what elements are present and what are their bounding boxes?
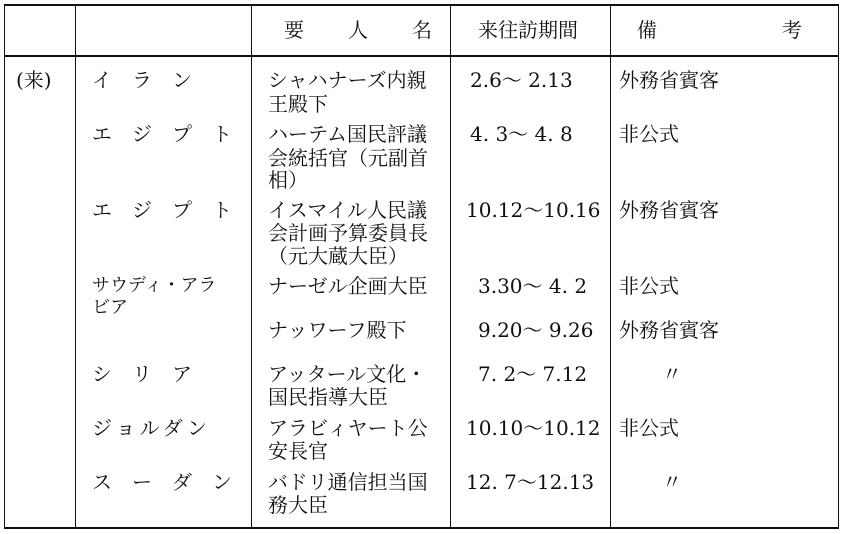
table-row-name: イスマイル人民議 <box>268 198 427 222</box>
header-remarks-2: 考 <box>782 18 802 42</box>
table-right-border <box>838 4 839 529</box>
table-row-period: 10.10〜10.12 <box>466 416 601 440</box>
col-divider-1 <box>75 4 76 529</box>
table-row-name: 王殿下 <box>268 92 328 116</box>
table-row-period: 7. 2〜 7.12 <box>478 362 588 386</box>
table-row-name: バドリ通信担当国 <box>268 470 428 494</box>
table-row-name: シャハナーズ内親 <box>268 68 427 92</box>
table-row-country: エ ジ プ ト <box>92 122 232 146</box>
table-row-period: 4. 3〜 4. 8 <box>470 122 573 146</box>
table-row-name: アラビィヤート公 <box>268 416 428 440</box>
table-left-border <box>4 4 5 529</box>
table-row-country: サウディ・アラ <box>92 275 217 296</box>
header-period: 来往訪期間 <box>478 18 578 42</box>
table-row-country: シ リ ア <box>92 362 192 386</box>
table-row-period: 2.6〜 2.13 <box>470 68 573 92</box>
table-row-remarks: 非公式 <box>619 416 679 440</box>
table-row-country: ジョルダン <box>92 416 211 440</box>
table-row-name: （元大蔵大臣） <box>268 244 408 268</box>
table-row-remarks: 外務省賓客 <box>619 68 719 92</box>
table-row-name: ナッワーフ殿下 <box>268 318 407 342</box>
table-row-name: アッタール文化・ <box>268 362 427 386</box>
table-row-name: 会統括官（元副首 <box>268 146 428 170</box>
table-row-name: ナーゼル企画大臣 <box>268 274 428 298</box>
table-row-country: イ ラ ン <box>92 68 192 92</box>
col-divider-4 <box>610 4 611 529</box>
header-remarks-1: 備 <box>637 18 657 42</box>
table-row-name: 務大臣 <box>268 493 328 517</box>
table-row-country: ス ー ダ ン <box>92 470 232 494</box>
table-top-border <box>4 4 839 6</box>
col-divider-3 <box>450 4 451 529</box>
table-row-country: エ ジ プ ト <box>92 198 232 222</box>
table-row-name: 相） <box>268 168 308 192</box>
header-name: 要 人 名 <box>284 18 444 42</box>
table-row-remarks: 外務省賓客 <box>619 318 719 342</box>
table-row-name: 会計画予算委員長 <box>268 221 428 245</box>
col-divider-2 <box>251 4 252 529</box>
section-label: (来) <box>16 68 52 92</box>
table-row-name: 国民指導大臣 <box>268 385 388 409</box>
table-row-period: 10.12〜10.16 <box>466 198 601 222</box>
table-row-name: 安長官 <box>268 439 328 463</box>
table-bottom-border <box>4 527 839 529</box>
header-bottom-border <box>4 55 839 57</box>
table-row-period: 9.20〜 9.26 <box>478 318 594 342</box>
table-row-name: ハーテム国民評議 <box>268 122 427 146</box>
table-row-country: ビア <box>92 297 128 318</box>
table-row-period: 3.30〜 4. 2 <box>478 274 588 298</box>
table-row-period: 12. 7〜12.13 <box>466 470 595 494</box>
table-row-remarks: 外務省賓客 <box>619 198 719 222</box>
table-row-remarks: 〃 <box>662 470 682 494</box>
table-row-remarks: 非公式 <box>619 274 679 298</box>
table-row-remarks: 非公式 <box>619 122 679 146</box>
table-row-remarks: 〃 <box>662 362 682 386</box>
